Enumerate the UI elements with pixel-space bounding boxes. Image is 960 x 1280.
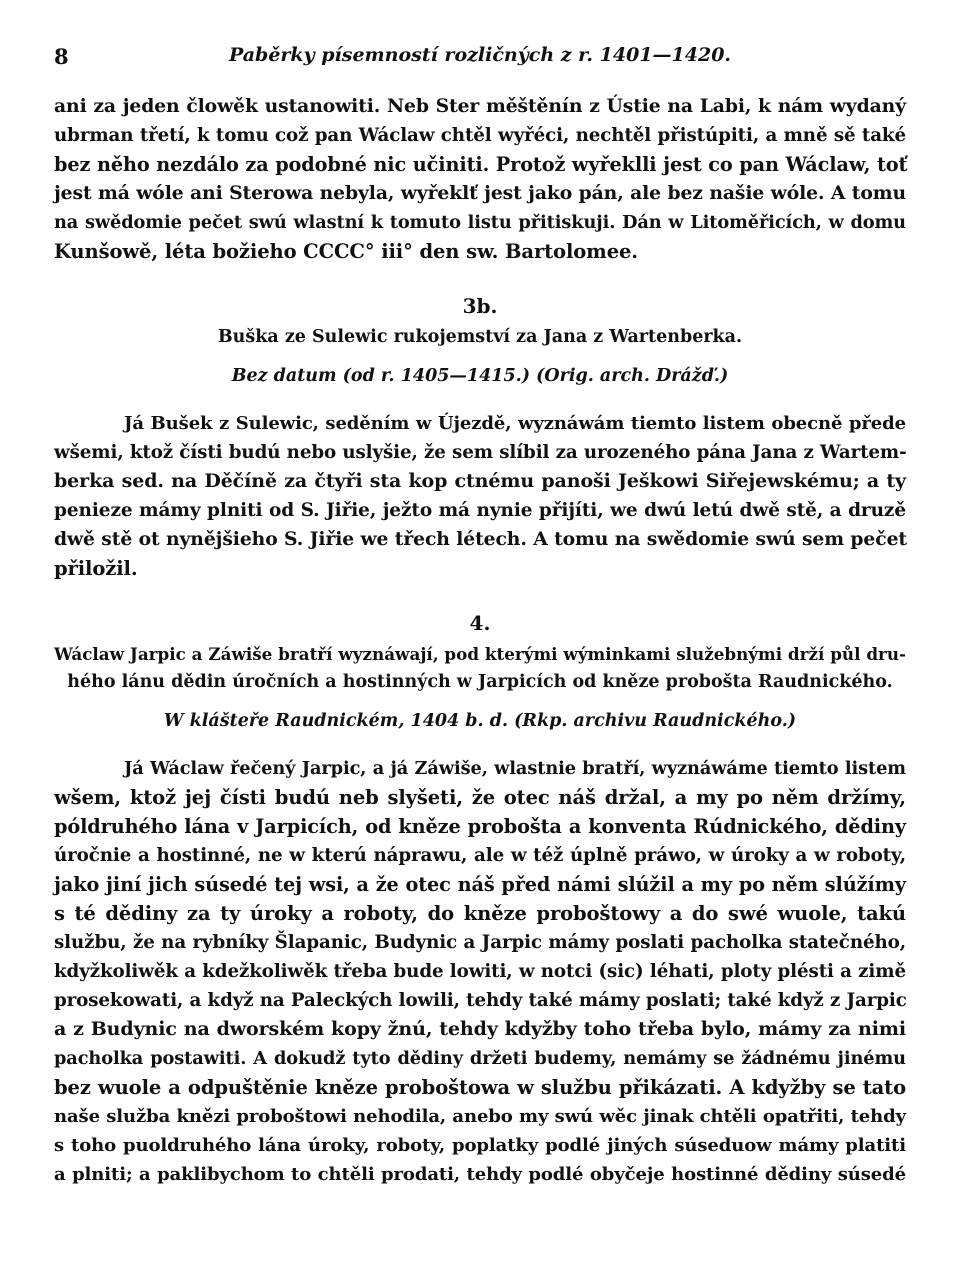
text-line: penieze mámy plniti od S. Jiřie, ježto má nynie přijíti, we dwú letú dwě stě, a druzě: [54, 500, 906, 521]
text-line: berka sed. na Děčíně za čtyři sta kop ctnému panoši Ješkowi Siřejewskému; a ty: [54, 470, 906, 492]
text-line: s té dědiny za ty úroky a roboty, do kněze proboštowy a do swé wuole, takú: [54, 902, 906, 925]
text-line: ubrman třetí, k tomu což pan Wáclaw chtěl wyřéci, nechtěl přistúpiti, a mně sě také: [54, 125, 906, 146]
text-line: póldruhého lána v Jarpicích, od kněze probošta a konventa Rúdnického, dědiny: [54, 815, 906, 838]
text-line: s toho puoldruhého lána úroky, roboty, poplatky podlé jiných súseduow mámy platiti: [54, 1135, 906, 1156]
document-3b: [54, 289, 906, 583]
text-line: Já Wáclaw řečený Jarpic, a já Záwiše, wlastnie bratří, wyznáwáme tiemto listem: [124, 758, 906, 779]
text-line: na swědomie pečet swú wlastní k tomuto listu přitiskuji. Dán w Litoměřicích, w domu: [54, 212, 906, 233]
text-line: přiložil.: [54, 557, 138, 580]
page-number: 8: [54, 44, 69, 69]
page-header: [54, 44, 906, 74]
text-line: bez něho nezdálo za podobné nic učiniti. Protož wyřeklli jest co pan Wáclaw, toť: [54, 153, 908, 176]
text-line: naše služba knězi proboštowi nehodila, anebo my swú wěc jinak chtěli opatřiti, tehdy: [54, 1106, 906, 1127]
text-line: ani za jeden člowěk ustanowiti. Neb Ster měštěnín z Ústie na Labi, k nám wydaný: [54, 95, 906, 117]
text-line: Kunšowě, léta božieho CCCC° iii° den sw. Bartolomee.: [54, 240, 638, 263]
page-body: [54, 92, 906, 1189]
text-line: dwě stě ot nynějšieho S. Jiřie we třech létech. A tomu na swědomie swú sem pečet: [54, 528, 907, 550]
document-heading: Buška ze Sulewic rukojemství za Jana z Wartenberka.: [217, 327, 743, 347]
document-number: 3b.: [462, 294, 498, 318]
document-4: [54, 606, 906, 1189]
text-line: kdyžkoliwěk a kdežkoliwěk třeba bude lowiti, w notci (sic) léhati, ploty plésti a zimě: [54, 961, 906, 982]
continuation-paragraph: [54, 92, 906, 266]
document-source: Bez datum (od r. 1405—1415.) (Orig. arch. Drážď.): [231, 366, 729, 386]
text-line: prosekowati, a když na Paleckých lowili, tehdy také mámy poslati; také když z Jarpic: [54, 990, 907, 1011]
text-line: wšem, ktož jej čísti budú neb slyšeti, že otec náš držal, a my po něm držímy,: [54, 786, 906, 809]
document-number: 4.: [469, 611, 491, 635]
text-line: Já Bušek z Sulewic, seděním w Újezdě, wyznáwám tiemto listem obecně přede: [124, 413, 906, 434]
document-heading: hého lánu dědin úročních a hostinných w Jarpicích od kněze probošta Raudnického.: [67, 672, 893, 692]
text-line: pacholka postawiti. A dokudž tyto dědiny držeti budemy, nemámy se žádnému jinému: [54, 1048, 906, 1069]
text-line: a plniti; a paklibychom to chtěli prodati, tehdy podlé obyčeje hostinné dědiny súsedé: [54, 1164, 906, 1185]
document-heading: Wáclaw Jarpic a Záwiše bratří wyznáwají, pod kterými wýminkami služebnými drží půl dru-: [54, 644, 906, 664]
document-source: W klášteře Raudnickém, 1404 b. d. (Rkp. archivu Raudnického.): [163, 711, 797, 731]
text-line: službu, že na rybníky Šlapanic, Budynic a Jarpic mámy poslati pacholka statečného,: [54, 932, 906, 953]
text-line: a z Budynic na dworském kopy žnú, tehdy kdyžby toho třeba bylo, mámy za nimi: [54, 1018, 906, 1040]
text-line: wšemi, ktož čísti budú nebo uslyšie, že sem slíbil za urozeného pána Jana z Wartem-: [54, 442, 907, 463]
text-line: bez wuole a odpuštěnie kněze proboštowa w službu přikázati. A kdyžby se tato: [54, 1076, 906, 1099]
text-line: jest má wóle ani Sterowa nebyla, wyřeklť jest jako pán, ale bez našie wóle. A tomu: [54, 182, 906, 204]
running-title: Paběrky písemností rozličných z r. 1401—1420.: [228, 44, 732, 66]
text-line: úročnie a hostinné, ne w kterú náprawu, ale w též úplně práwo, w úroky a w roboty,: [54, 845, 906, 866]
text-line: jako jiní jich súsedé tej wsi, a že otec náš před námi slúžil a my po něm slúžímy: [54, 873, 906, 896]
